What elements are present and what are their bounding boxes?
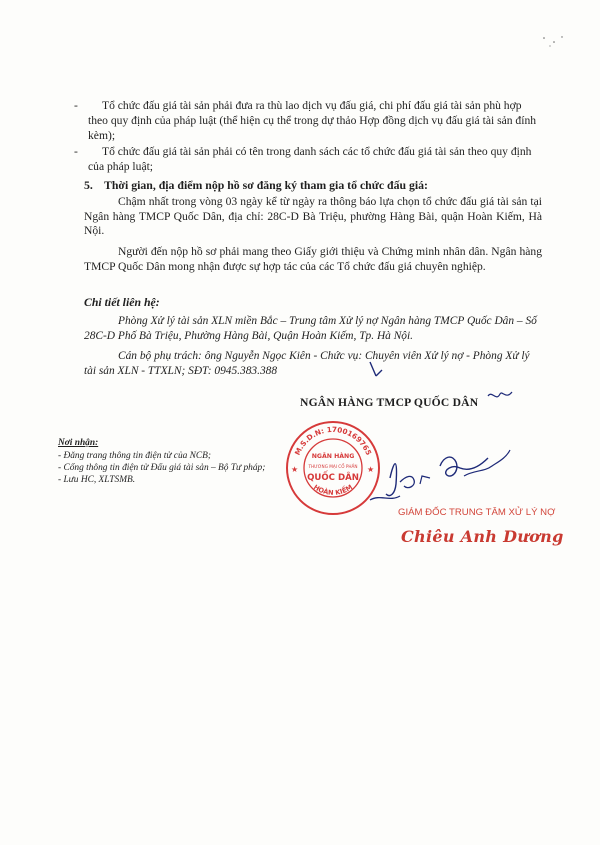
bullet-text: Tổ chức đấu giá tài sản phải đưa ra thù lao dịch vụ đấu giá, chi phí đấu giá tài sản phù hợp theo quy định của pháp luật (thể hiện cụ thể trong dự thảo Hợp đồng dịch vụ đấu giá tài sản đính kèm);: [88, 99, 537, 142]
paragraph-deadline: Chậm nhất trong vòng 03 ngày kể từ ngày ra thông báo lựa chọn tổ chức đấu giá tài sản tại Ngân hàng TMCP Quốc Dân, địa chỉ: 28C-D Bà Triệu, phường Hàng Bài, quận Hoàn Kiếm, Hà Nội.: [84, 195, 542, 237]
initial-mark-icon: [366, 360, 386, 380]
director-signature-icon: [360, 436, 530, 516]
svg-text:★: ★: [291, 465, 299, 474]
director-name: Chiêu Anh Dương: [401, 527, 564, 546]
contact-title: Chi tiết liên hệ:: [84, 295, 160, 309]
bullet-dash: -: [74, 145, 78, 158]
svg-text:HOÀN KIẾM: HOÀN KIẾM: [312, 483, 354, 497]
svg-text:THƯƠNG MẠI CỔ PHẦN: THƯƠNG MẠI CỔ PHẦN: [308, 464, 358, 469]
bullet-dash: -: [74, 99, 78, 112]
svg-text:★: ★: [367, 465, 375, 474]
section-heading: [84, 178, 428, 193]
bank-signature-title: NGÂN HÀNG TMCP QUỐC DÂN: [300, 396, 479, 409]
recipient-item: - Cổng thông tin điện tử Đấu giá tài sản – Bộ Tư pháp;: [58, 463, 266, 473]
recipient-item: - Đăng trang thông tin điện tử của NCB;: [58, 451, 212, 461]
recipient-item: - Lưu HC, XLTSMB.: [58, 475, 136, 485]
svg-text:QUỐC DÂN: QUỐC DÂN: [307, 473, 359, 483]
contact-officer: Cán bộ phụ trách: ông Nguyễn Ngọc Kiên - Chức vụ: Chuyên viên Xử lý nợ - Phòng Xử lý tài sản XLN - TTXLN; SĐT: 0945.383.388: [84, 350, 530, 377]
director-title: GIÁM ĐỐC TRUNG TÂM XỬ LÝ NỢ: [398, 507, 556, 518]
bullet-item-list: [74, 144, 538, 174]
section-title: Thời gian, địa điểm nộp hồ sơ đăng ký tham gia tổ chức đấu giá:: [104, 178, 428, 192]
recipients-block: [58, 437, 288, 486]
bullet-item-fee: [74, 98, 538, 143]
contact-office: Phòng Xử lý tài sản XLN miền Bắc – Trung tâm Xử lý nợ Ngân hàng TMCP Quốc Dân – Số 28C-D Phố Bà Triệu, Phường Hàng Bài, Quận Hoàn Kiếm, Tp. Hà Nội.: [84, 315, 537, 342]
initial-mark-icon: [486, 388, 514, 406]
bullet-text: Tổ chức đấu giá tài sản phải có tên trong danh sách các tổ chức đấu giá tài sản theo quy định của pháp luật;: [88, 145, 532, 173]
svg-text:NGÂN HÀNG: NGÂN HÀNG: [311, 453, 355, 460]
corner-marks-icon: [540, 32, 570, 52]
recipients-title: Nơi nhận:: [58, 438, 99, 448]
section-number: 5.: [84, 178, 93, 192]
svg-text:M.S.D.N: 1700169765: M.S.D.N: 1700169765: [292, 424, 374, 457]
paragraph-requirements: Người đến nộp hồ sơ phải mang theo Giấy giới thiệu và Chứng minh nhân dân. Ngân hàng TMCP Quốc Dân mong nhận được sự hợp tác của các Tổ chức đấu giá chuyên nghiệp.: [84, 245, 542, 273]
